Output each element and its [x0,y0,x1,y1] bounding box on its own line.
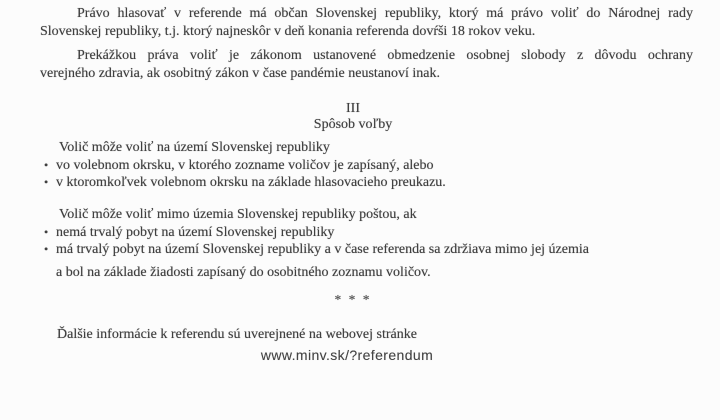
bullet-item [44,224,334,242]
bullet-text: v ktoromkoľvek volebnom okrsku na základe hlasovacieho preukazu. [56,175,446,190]
website-url: www.minv.sk/?referendum [260,347,434,363]
paragraph-line: Slovenskej republiky, t.j. ktorý najneskôr v deň konania referenda dovŕši 18 rokov veku. [40,23,536,39]
separator-asterisks: * * * [334,292,372,307]
paragraph-voting-right [40,5,693,40]
abroad-voting-continuation: a bol na základe žiadosti zapísaný do osobitného zoznamu voličov. [56,265,431,280]
paragraph-line: Právo hlasovať v referende má občan Slovenskej republiky, ktorý má právo voliť do Národnej rady [77,6,693,21]
bullet-item [44,157,434,175]
section-title: Spôsob voľby [313,117,393,132]
paragraph-line: Prekážkou práva voliť je zákonom ustanovené obmedzenie osobnej slobody z dôvodu ochrany [77,48,693,63]
bullet-item [44,174,446,192]
bullet-item [44,241,589,259]
abroad-voting-intro: Volič môže voliť mimo územia Slovenskej republiky poštou, ak [59,207,417,222]
domestic-voting-intro: Volič môže voliť na území Slovenskej republiky [59,140,330,155]
bullet-text: má trvalý pobyt na území Slovenskej republiky a v čase referenda sa zdržiava mimo jej územia [56,242,589,257]
bullet-icon: • [44,158,49,172]
paragraph-voting-impediment [40,47,693,82]
section-number: III [346,101,360,116]
bullet-icon: • [44,242,49,256]
bullet-icon: • [44,175,49,189]
bullet-text: vo volebnom okrsku, v ktorého zozname voličov je zapísaný, alebo [56,158,434,173]
paragraph-line: verejného zdravia, ak osobitný zákon v čase pandémie neustanoví inak. [40,65,441,81]
footer-note: Ďalšie informácie k referendu sú uverejnené na webovej stránke [57,327,417,342]
bullet-text: nemá trvalý pobyt na území Slovenskej republiky [56,225,335,240]
bullet-icon: • [44,225,49,239]
